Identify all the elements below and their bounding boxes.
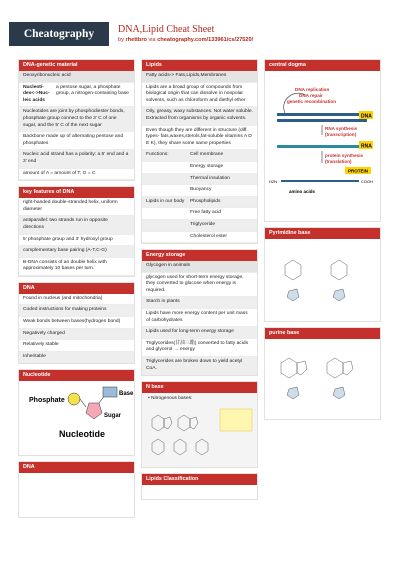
section-title: DNA — [19, 462, 134, 473]
rna-badge-label: RNA — [361, 143, 372, 150]
byline-via: via — [148, 37, 156, 43]
transcription-label: (transcription) — [325, 132, 357, 137]
sheet-title: DNA,Lipid Cheat Sheet — [118, 24, 215, 35]
pyrimidine-ring-2 — [174, 439, 186, 455]
section-title: purine base — [265, 328, 380, 339]
section-title: key features of DNA — [19, 187, 134, 198]
function-row — [142, 162, 257, 174]
list-item: Oily, greasy, waxy substances. Not water soluble. Extracted from organisms by organic solvents. — [142, 107, 257, 125]
key-features-section — [18, 186, 135, 277]
sugar-label: Sugar — [104, 413, 122, 420]
list-item: Negatively charged — [19, 329, 134, 341]
repair-label: DNA repair — [299, 93, 323, 98]
base-label: Base — [119, 391, 134, 398]
bullet-text: Nitrogenous bases: — [151, 396, 193, 402]
row-key-empty — [146, 164, 190, 171]
section-title: DNA — [19, 283, 134, 294]
pyrimidine-ring-1 — [152, 439, 164, 455]
list-item: Lipids have more energy content per unit mass of carbohydrates — [142, 309, 257, 327]
row-key-empty — [146, 176, 190, 183]
body-row — [142, 197, 257, 209]
row-value: Buoyancy — [190, 187, 212, 193]
list-item: Glycogen in animals — [142, 261, 257, 273]
dna-strand-bottom — [277, 119, 367, 122]
guanine-ring — [327, 358, 343, 378]
column-1 — [18, 59, 135, 523]
section-title: Lipids — [142, 60, 257, 71]
dna-section-2 — [18, 461, 135, 518]
list-item: Weak bonds between bases(hydrogen bond) — [19, 317, 134, 329]
dna-section — [18, 282, 135, 365]
phosphate-sugar-bond — [80, 399, 86, 407]
phosphate-label: Phosphate — [29, 397, 65, 405]
row-key: Lipids in our body — [146, 198, 185, 204]
section-title: Pyrimidine base — [265, 228, 380, 239]
translation-label: (translation) — [325, 159, 352, 164]
row-key: Nucleoti-des<->Nuc-leic acids — [23, 84, 50, 103]
row-key-empty — [146, 234, 190, 241]
row-value: Thermal insulation — [190, 175, 230, 181]
body-row — [142, 232, 257, 244]
section-title: Energy storage — [142, 250, 257, 261]
lipids-section — [141, 59, 258, 244]
cytosine-ring — [285, 260, 301, 280]
list-item: glycogen used for short-term energy storage, they converted to glucose when energy is required. — [142, 273, 257, 298]
lipids-classification-section — [141, 473, 258, 500]
nitrogenous-bases-structures — [142, 405, 257, 465]
list-item: Backbone made up of alternating pentose and phosphates — [19, 132, 134, 150]
pyrimidine-structures — [265, 239, 380, 321]
rna-synthesis-label: RNA synthesis — [325, 126, 358, 131]
list-item: Found in nucleus (and mitochondria) — [19, 294, 134, 306]
purine-base-section — [264, 327, 381, 420]
function-row — [142, 185, 257, 197]
footer-bar — [0, 556, 400, 566]
row-key-empty — [146, 210, 190, 217]
list-item: Triglycerides(甘油三酯) converted to fatty acids and glycerol → energy — [142, 339, 257, 357]
list-item: 5' phosphate group and 3' hydroxyl group — [19, 235, 134, 247]
amino-acids-label: amino acids — [289, 189, 316, 194]
dna-badge-label: DNA — [361, 113, 372, 120]
byline-prefix: by — [118, 37, 124, 43]
section-title: N base — [142, 382, 257, 393]
dna-strand-top — [277, 113, 367, 116]
sugar-ring-2 — [333, 387, 345, 399]
list-item: complementary base pairing (A-T,C-G) — [19, 246, 134, 258]
column-2 — [141, 59, 258, 505]
central-dogma-section — [264, 59, 381, 222]
list-item: Lipids used for long-term energy storage — [142, 327, 257, 339]
list-item: right-handed double-stranded helix, uniform diameter — [19, 198, 134, 216]
n-base-diagram — [142, 393, 257, 467]
body-row — [142, 208, 257, 220]
list-item: Relatively stable — [19, 340, 134, 352]
note-box — [220, 409, 252, 431]
column-3 — [264, 59, 381, 425]
row-value: Cell membrane — [190, 152, 224, 158]
base-shape — [103, 387, 117, 397]
row-value: a pentose sugar, a phosphate group, a nitrogen-containing base — [56, 84, 129, 97]
purine-ring-3 — [178, 415, 190, 431]
list-item: Inheritable — [19, 352, 134, 364]
nucleotide-row — [19, 83, 134, 108]
empty-content — [19, 473, 134, 517]
guanine-ring-5 — [343, 361, 353, 375]
list-item: B-DNA consists of an double helix with approximately 10 bases per turn. — [19, 258, 134, 276]
list-item: antiparallel: two strands run in opposite directions — [19, 216, 134, 234]
adenine-ring-5 — [297, 361, 307, 375]
byline — [118, 37, 253, 43]
section-title: central dogma — [265, 60, 380, 71]
sugar-shape — [86, 403, 102, 419]
row-value: Energy storage — [190, 163, 224, 169]
pyrimidine-ring-3 — [196, 439, 208, 455]
genetic-material-section — [18, 59, 135, 181]
nucleotide-section — [18, 369, 135, 456]
thymine-ring — [331, 260, 347, 280]
sugar-ring-1 — [287, 289, 299, 301]
row-value: Cholesterol ester — [190, 233, 227, 239]
section-title: Nucleotide — [19, 370, 134, 381]
phosphate-shape — [68, 393, 80, 405]
row-key-empty — [146, 187, 190, 194]
sugar-ring-2 — [333, 289, 345, 301]
protein-synthesis-label: protein synthesis — [325, 153, 364, 158]
empty-content — [142, 485, 257, 499]
section-title: Lipids Classification — [142, 474, 257, 485]
row-value: Phospholipids — [190, 198, 221, 204]
list-item: Nucleotides are joint by phosphodiester bonds, phosphate group connect to the 3' C of one sugar, and the 5' C of the next sugar — [19, 107, 134, 132]
replication-label: DNA replication — [295, 87, 330, 92]
purine-ring-4 — [190, 417, 198, 429]
author-link[interactable]: rhettbro — [125, 37, 147, 43]
purine-structures — [265, 339, 380, 419]
list-item: Triglycerides are broken down to yield acetyl CoA. — [142, 357, 257, 375]
subheading: Deoxyribonucleic acid — [19, 71, 134, 83]
rna-strand — [277, 145, 367, 148]
list-item: Nucleic acid strand has a polarity: a 5' end and a 3' end — [19, 150, 134, 168]
sugar-ring-1 — [287, 387, 299, 399]
row-key-empty — [146, 222, 190, 229]
pyrimidine-base-section — [264, 227, 381, 322]
nh2-label: H2N — [269, 179, 278, 184]
nucleotide-caption: Nucleotide — [59, 429, 106, 440]
cheatography-logo[interactable]: Cheatography — [9, 22, 109, 46]
list-item: amount of A = amount of T, G = C — [19, 169, 134, 181]
n-base-section — [141, 381, 258, 468]
section-title: DNA-genetic material — [19, 60, 134, 71]
recombination-label: genetic recombination — [287, 99, 337, 104]
protein-badge-label: PROTEIN — [348, 168, 369, 174]
sheet-url[interactable]: cheatography.com/133961/cs/27520/ — [157, 37, 254, 43]
adenine-ring — [281, 358, 297, 378]
body-row — [142, 220, 257, 232]
list-item: Lipids are a broad group of compounds from biological origin that can dissolve in nonpolar solvents, such as chloroform and diethyl ether — [142, 83, 257, 108]
subheading: Fatty acids-> Fats,Lipids,Membranes — [142, 71, 257, 83]
cooh-label: COOH — [361, 179, 373, 184]
purine-ring-1 — [152, 415, 164, 431]
row-value: Triglyceride — [190, 221, 216, 227]
purine-ring-2 — [164, 417, 172, 429]
function-row — [142, 174, 257, 186]
bullet-item: • Nitrogenous bases: — [148, 396, 193, 402]
row-key: Functions: — [146, 152, 169, 158]
nucleotide-diagram — [19, 381, 134, 455]
header — [0, 0, 400, 56]
central-dogma-diagram — [265, 71, 380, 221]
energy-storage-section — [141, 249, 258, 376]
list-item: Starch in plants — [142, 297, 257, 309]
list-item: Coded instructions for making proteins — [19, 305, 134, 317]
row-value: Free fatty acid — [190, 210, 221, 216]
function-row — [142, 150, 257, 162]
list-item: Even though they are different in structure (diff. types- fats,waxes,sterols,fat-soluble vitamins A D E K), they share some same properties — [142, 126, 257, 151]
